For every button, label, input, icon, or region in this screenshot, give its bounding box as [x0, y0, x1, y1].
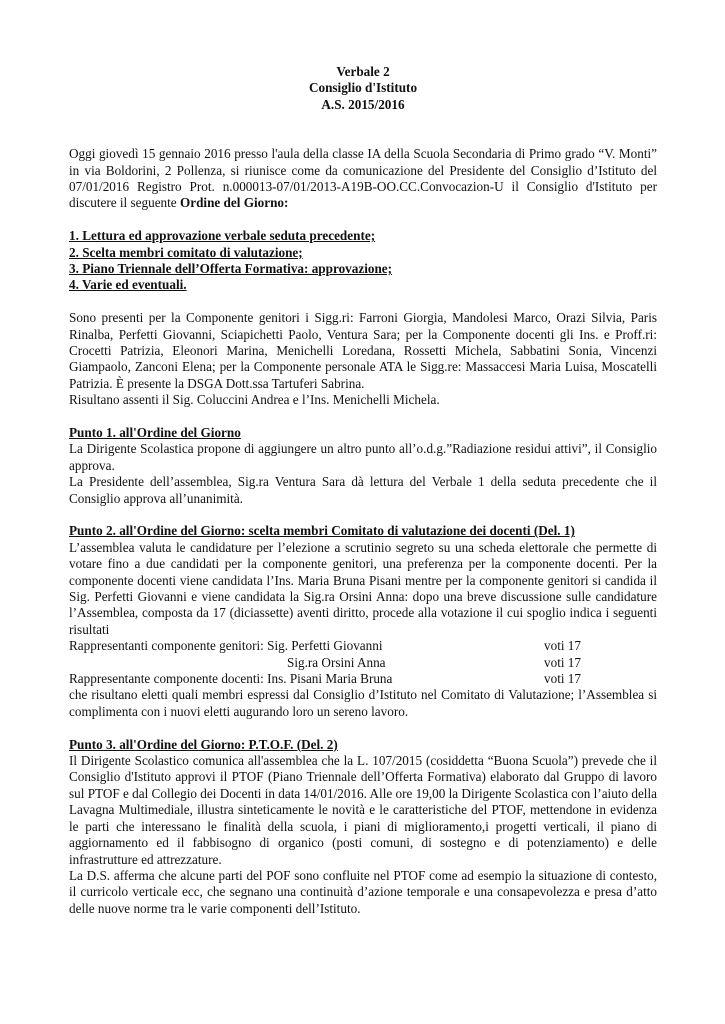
vote-row — [69, 638, 657, 654]
vote-row — [69, 655, 657, 671]
intro-text: Oggi giovedì 15 gennaio 2016 presso l'aula della classe IA della Scuola Secondaria di Primo grado “V. Monti” in via Boldorini, 2 Pollenza, si riunisce come da comunicazione del Presidente del Consiglio d’Istituto del 07/01/2016 Registro Prot. n.000013-07/01/2013-A19B-OO.CC.Convocazion-U il Consiglio d'Istituto per discutere il seguente — [69, 146, 657, 211]
punto-3-paragraph: Il Dirigente Scolastico comunica all'assemblea che la L. 107/2015 (cosiddetta “Buona Scuola”) prevede che il Consiglio d'Istituto approvi il PTOF (Piano Triennale dell’Offerta Formativa) elaborato dal Gruppo di lavoro sul PTOF e dal Collegio dei Docenti in data 14/01/2016. Alle ore 19,00 la Dirigente Scolastica con l’aiuto della Lavagna Multimediale, illustra sinteticamente le novità e le caratteristiche del PTOF, mettendone in evidenza le parti che interessano le finalità della scuola, i piani di miglioramento,i progetti verticali, il piano di aggiornamento ed il fabbisogno di organico (posti comuni, di sostegno e di potenziamento) e delle infrastrutture ed attrezzature. — [69, 753, 657, 867]
absentees-paragraph: Risultano assenti il Sig. Coluccini Andrea e l’Ins. Menichelli Michela. — [69, 392, 440, 408]
punto-2-paragraph: L’assemblea valuta le candidature per l’elezione a scrutinio segreto su una scheda elettorale che permette di votare fino a due candidati per la componente genitori, una preferenza per la componente docenti. Per la componente docenti viene candidata l’Ins. Maria Bruna Pisani mentre per la componente genitori si candida il Sig. Perfetti Giovanni e viene candidata la Sig.ra Orsini Anna: dopo una breve discussione sulle candidature l’Assemblea, composta da 17 (diciassette) aventi diritto, procede alla votazione il cui spoglio indica i seguenti risultati — [69, 539, 657, 637]
intro-agenda-label: Ordine del Giorno: — [179, 195, 289, 211]
agenda-list — [69, 228, 657, 294]
vote-row — [69, 671, 657, 687]
vote-candidate: Rappresentanti componente genitori: Sig. Perfetti Giovanni — [69, 638, 383, 654]
header-title: Verbale 2 — [336, 64, 390, 79]
vote-count: voti 17 — [544, 654, 581, 670]
document-header — [69, 64, 657, 113]
header-subtitle: Consiglio d'Istituto — [308, 80, 418, 96]
vote-candidate: Rappresentante componente docenti: Ins. Pisani Maria Bruna — [69, 671, 393, 687]
agenda-item: 2. Scelta membri comitato di valutazione; — [69, 244, 303, 260]
agenda-item: 3. Piano Triennale dell’Offerta Formativa: approvazione; — [69, 261, 393, 276]
document-page — [69, 64, 657, 917]
intro-paragraph — [69, 146, 657, 212]
section-title-punto-2: Punto 2. all'Ordine del Giorno: scelta membri Comitato di valutazione dei docenti (Del. 1) — [69, 523, 575, 539]
punto-1-paragraph: La Presidente dell’assemblea, Sig.ra Ventura Sara dà lettura del Verbale 1 della seduta precedente che il Consiglio approva all’unanimità. — [69, 474, 657, 506]
vote-count: voti 17 — [544, 671, 581, 687]
attendees-paragraph: Sono presenti per la Componente genitori i Sigg.ri: Farroni Giorgia, Mandolesi Marco, Orazi Silvia, Paris Rinalba, Perfetti Giovanni, Sciapichetti Paolo, Ventura Sara; per la Componente docenti gli Ins. e Proff.ri: Crocetti Patrizia, Eleonori Marina, Menichelli Loredana, Rossetti Michela, Sabbatini Sonia, Vincenzi Giampaolo, Zanconi Elena; per la Componente personale ATA le Sigg.re: Massaccesi Maria Luisa, Moscatelli Patrizia. È presente la DSGA Dott.ssa Tartuferi Sabrina. — [69, 310, 657, 391]
vote-count: voti 17 — [544, 638, 581, 654]
section-title-punto-1: Punto 1. all'Ordine del Giorno — [69, 425, 241, 441]
agenda-item: 4. Varie ed eventuali. — [69, 277, 187, 293]
punto-3-paragraph: La D.S. afferma che alcune parti del POF sono confluite nel PTOF come ad esempio la situazione di contesto, il curricolo verticale ecc, che segnano una continuità d’azione temporale e una consapevolezza e presa d’atto delle nuove norme tra le varie componenti dell’Istituto. — [69, 867, 657, 916]
header-school-year: A.S. 2015/2016 — [321, 96, 405, 112]
section-title-punto-3: Punto 3. all'Ordine del Giorno: P.T.O.F. (Del. 2) — [69, 736, 338, 752]
punto-1-paragraph: La Dirigente Scolastica propone di aggiungere un altro punto all’o.d.g.”Radiazione residui attivi”, il Consiglio approva. — [69, 441, 657, 473]
vote-candidate: Sig.ra Orsini Anna — [287, 654, 386, 670]
agenda-item: 1. Lettura ed approvazione verbale seduta precedente; — [69, 228, 376, 244]
punto-2-paragraph: che risultano eletti quali membri espressi dal Consiglio d’Istituto nel Comitato di Valutazione; l’Assemblea si complimenta con i nuovi eletti augurando loro un sereno lavoro. — [69, 687, 657, 719]
